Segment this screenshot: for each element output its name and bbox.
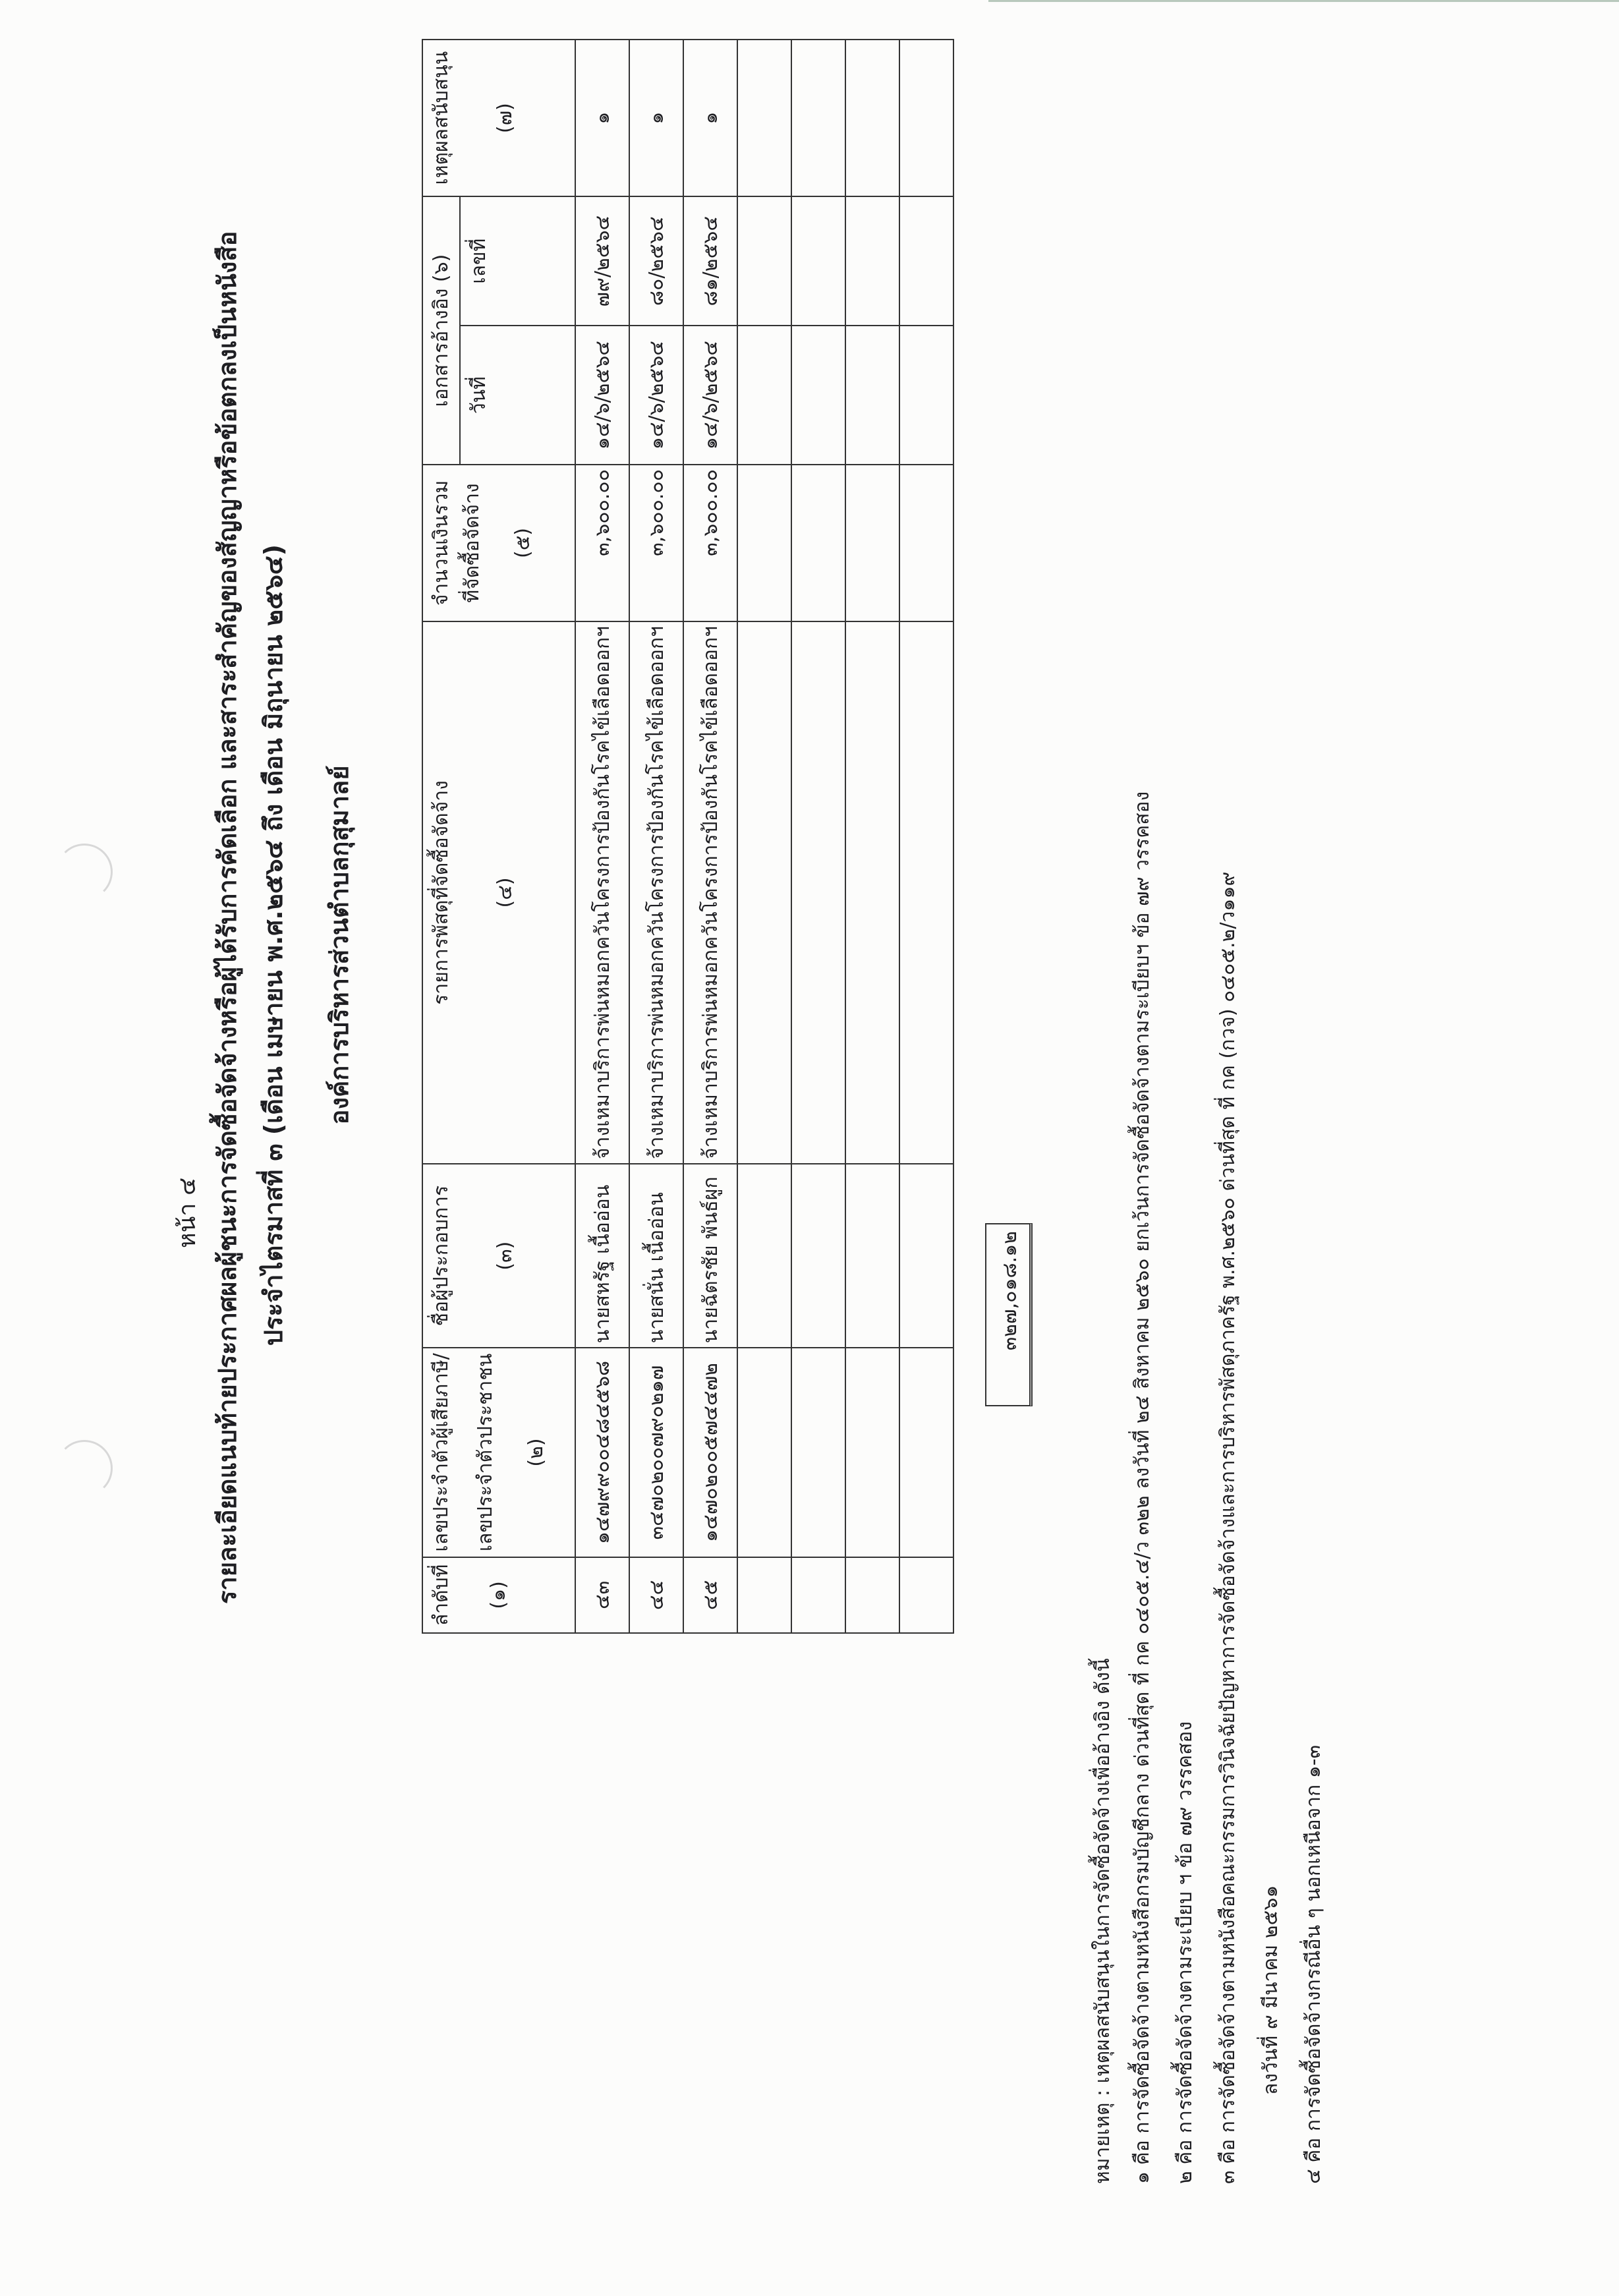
cell-taxid: ๑๔๗๐๒๐๐๕๗๔๔๗๒ bbox=[683, 1348, 737, 1557]
note-3: ๓ คือ การจัดซื้อจัดจ้างตามหนังสือคณะกรรมการวินิจฉัยปัญหาการจัดซื้อจัดจ้างและการบริหารพัสดุภาครัฐ พ.ศ.๒๕๖๐ ด่วนที่สุด ที่ กค (กวจ) ๐๔๐๕.๒/ว๑๑๙ bbox=[1216, 871, 1239, 2184]
cell-amount: ๓,๖๐๐.๐๐ bbox=[629, 465, 683, 621]
note-1: ๑ คือ การจัดซื้อจัดจ้างตามหนังสือกรมบัญชีกลาง ด่วนที่สุด ที่ กค ๐๔๐๕.๔/ว ๓๒๒ ลงวันที่ ๒๔ สิงหาคม ๒๕๖๐ ยกเว้นการจัดซื้อจัดจ้างตามระเบียบฯ ข้อ ๗๙ วรรคสอง bbox=[1131, 791, 1154, 2184]
note-3-date: ลงวันที่ ๙ มีนาคม ๒๕๖๑ bbox=[1259, 1885, 1282, 2095]
title-line-1: รายละเอียดแนบท้ายประกาศผลผู้ชนะการจัดซื้อจัดจ้างหรือผู้ได้รับการคัดเลือก และสาระสำคัญของสัญญาหรือข้อตกลงเป็นหนังสือ bbox=[213, 231, 242, 1604]
notes-heading: หมายเหตุ : เหตุผลสนับสนุนในการจัดซื้อจัดจ้างเพื่ออ้างอิง ดังนี้ bbox=[1091, 1658, 1114, 2184]
header-vendor: ชื่อผู้ประกอบการ (๓) bbox=[422, 1164, 575, 1348]
header-taxid: เลขประจำตัวผู้เสียภาษี/ เลขประจำตัวประชาชน (๒) bbox=[422, 1348, 575, 1557]
cell-item: จ้างเหมาบริการพ่นหมอกควันโครงการป้องกันโรคไข้เลือดออกฯ bbox=[629, 621, 683, 1164]
cell-ref-number: ๘๑/๒๕๖๔ bbox=[683, 196, 737, 326]
note-2: ๒ คือ การจัดซื้อจัดจ้างตามระเบียบ ฯ ข้อ ๗๙ วรรคสอง bbox=[1174, 1721, 1197, 2184]
header-no: ลำดับที่ (๑) bbox=[422, 1557, 575, 1633]
total-amount: ๓๒๗,๐๑๘.๑๒ bbox=[985, 1223, 1033, 1406]
header-ref-date: วันที่ bbox=[460, 326, 575, 465]
cell-amount: ๓,๖๐๐.๐๐ bbox=[683, 465, 737, 621]
cell-vendor: นายสหรัฐ เนื้ออ่อน bbox=[575, 1164, 629, 1348]
header-reason: เหตุผลสนับสนุน (๗) bbox=[422, 40, 575, 196]
cell-vendor: นายสนั่น เนื้ออ่อน bbox=[629, 1164, 683, 1348]
cell-no: ๔๔ bbox=[629, 1557, 683, 1633]
cell-ref-number: ๗๙/๒๕๖๔ bbox=[575, 196, 629, 326]
procurement-table bbox=[422, 39, 954, 1634]
cell-no: ๔๕ bbox=[683, 1557, 737, 1633]
cell-ref-date: ๑๔/๖/๒๕๖๔ bbox=[629, 326, 683, 465]
title-line-3: องค์การบริหารส่วนตำบลกุสุมาลย์ bbox=[325, 765, 354, 1125]
cell-vendor: นายฉัตรชัย พันธ์ผูก bbox=[683, 1164, 737, 1348]
header-amount: จำนวนเงินรวม ที่จัดซื้อจัดจ้าง (๕) bbox=[422, 465, 575, 621]
header-row bbox=[422, 40, 460, 1633]
header-item: รายการพัสดุที่จัดซื้อจัดจ้าง (๔) bbox=[422, 621, 575, 1164]
empty-row bbox=[737, 40, 791, 1633]
cell-taxid: ๑๔๗๙๙๐๐๔๘๔๕๖๘ bbox=[575, 1348, 629, 1557]
empty-row bbox=[899, 40, 953, 1633]
cell-item: จ้างเหมาบริการพ่นหมอกควันโครงการป้องกันโรคไข้เลือดออกฯ bbox=[683, 621, 737, 1164]
table-row bbox=[683, 40, 737, 1633]
table-row bbox=[629, 40, 683, 1633]
header-reference: เอกสารอ้างอิง (๖) bbox=[422, 196, 460, 465]
empty-row bbox=[791, 40, 845, 1633]
cell-reason: ๑ bbox=[629, 40, 683, 196]
document-title bbox=[204, 231, 362, 1604]
table-row bbox=[575, 40, 629, 1633]
cell-ref-number: ๘๐/๒๕๖๔ bbox=[629, 196, 683, 326]
cell-ref-date: ๑๔/๖/๒๕๖๔ bbox=[683, 326, 737, 465]
header-ref-number: เลขที่ bbox=[460, 196, 575, 326]
title-line-2: ประจำไตรมาสที่ ๓ (เดือน เมษายน พ.ศ.๒๕๖๔ ถึง เดือน มิถุนายน ๒๕๖๔) bbox=[259, 544, 288, 1346]
cell-reason: ๑ bbox=[575, 40, 629, 196]
cell-taxid: ๓๔๗๐๒๐๐๗๙๐๒๑๗ bbox=[629, 1348, 683, 1557]
note-4: ๔ คือ การจัดซื้อจัดจ้างกรณีอื่น ๆ นอกเหนือจาก ๑-๓ bbox=[1302, 1744, 1325, 2184]
empty-row bbox=[845, 40, 899, 1633]
cell-no: ๔๓ bbox=[575, 1557, 629, 1633]
cell-amount: ๓,๖๐๐.๐๐ bbox=[575, 465, 629, 621]
cell-ref-date: ๑๔/๖/๒๕๖๔ bbox=[575, 326, 629, 465]
cell-item: จ้างเหมาบริการพ่นหมอกควันโครงการป้องกันโรคไข้เลือดออกฯ bbox=[575, 621, 629, 1164]
cell-reason: ๑ bbox=[683, 40, 737, 196]
page-number: หน้า ๔ bbox=[174, 1177, 201, 1248]
